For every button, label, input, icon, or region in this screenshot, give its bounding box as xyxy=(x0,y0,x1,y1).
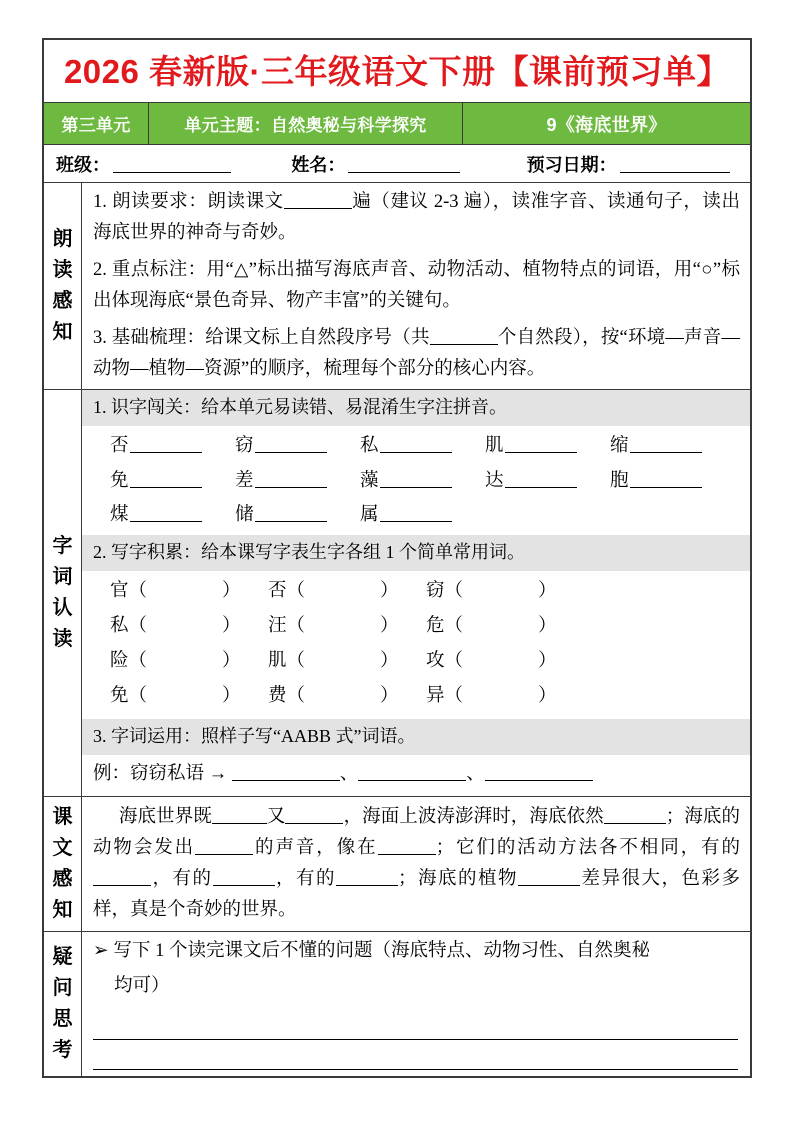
answer-line-1[interactable] xyxy=(93,1010,738,1040)
pinyin-char: 属 xyxy=(360,504,379,525)
pinyin-item[interactable] xyxy=(110,498,235,532)
class-input-line[interactable] xyxy=(113,154,231,172)
section-comprehension xyxy=(44,796,750,931)
pinyin-char: 肌 xyxy=(485,436,504,457)
word-item[interactable] xyxy=(110,679,268,714)
reading-item-2-text: 2. 重点标注：用“△”标出描写海底声音、动物活动、植物特点的词语，用“○”标出体现海底“景色奇异、物产丰富”的关键句。 xyxy=(93,260,740,312)
word-bracket[interactable]: （ ） xyxy=(444,616,557,637)
date-label: 预习日期： xyxy=(526,154,617,175)
aabb-sep: 、 xyxy=(339,764,359,785)
word-bracket[interactable]: （ ） xyxy=(444,686,557,707)
word-bracket[interactable]: （ ） xyxy=(128,616,241,637)
label-char: 词 xyxy=(52,566,73,589)
section-vocabulary xyxy=(44,389,750,795)
cloze-text: 海底世界既 xyxy=(118,806,212,827)
word-char: 危 xyxy=(426,616,445,637)
pinyin-char: 否 xyxy=(110,436,129,457)
pinyin-char: 缩 xyxy=(610,436,629,457)
section-body-reading xyxy=(82,183,750,389)
word-bracket[interactable]: （ ） xyxy=(128,686,241,707)
section-body-question xyxy=(82,932,750,1076)
cloze-blank-3[interactable] xyxy=(604,805,666,824)
pinyin-blank[interactable] xyxy=(255,435,327,454)
cloze-text: 又 xyxy=(266,806,286,827)
word-char: 免 xyxy=(110,686,129,707)
word-bracket[interactable]: （ ） xyxy=(286,651,399,672)
word-bracket[interactable]: （ ） xyxy=(444,651,557,672)
word-char: 险 xyxy=(110,651,129,672)
word-item[interactable] xyxy=(426,644,584,679)
reading-item-1 xyxy=(82,183,750,251)
cloze-text: 的声音，像在 xyxy=(253,837,378,858)
cloze-text: ，海面上波涛澎湃时，海底依然 xyxy=(343,806,604,827)
label-char: 字 xyxy=(52,535,73,558)
pinyin-char: 私 xyxy=(360,436,379,457)
section-body-vocabulary xyxy=(82,390,750,795)
label-char: 问 xyxy=(52,977,73,1000)
word-item[interactable] xyxy=(110,609,268,644)
label-char: 疑 xyxy=(52,946,73,969)
pinyin-char: 达 xyxy=(485,470,504,491)
aabb-blank-2[interactable] xyxy=(358,763,466,782)
section-label-comprehension xyxy=(44,797,82,931)
word-char: 官 xyxy=(110,580,129,601)
comprehension-cloze xyxy=(82,797,750,931)
class-label: 班级： xyxy=(56,154,110,175)
reading-item-3 xyxy=(82,319,750,389)
label-char: 考 xyxy=(52,1039,73,1062)
word-char: 汪 xyxy=(268,616,287,637)
bullet-arrow-icon: ➢ xyxy=(93,941,109,962)
word-char: 否 xyxy=(268,580,287,601)
pinyin-item[interactable] xyxy=(235,429,360,463)
pinyin-blank[interactable] xyxy=(630,435,702,454)
unit-number-cell: 第三单元 xyxy=(44,103,149,144)
word-item[interactable] xyxy=(426,679,584,714)
pinyin-item[interactable] xyxy=(610,429,735,463)
pinyin-char: 差 xyxy=(235,470,254,491)
page-title: 2026 春新版·三年级语文下册【课前预习单】 xyxy=(63,52,731,90)
pinyin-blank[interactable] xyxy=(380,503,452,522)
question-prompt-text: 写下 1 个读完课文后不懂的问题（海底特点、动物习性、自然奥秘 xyxy=(113,941,651,962)
word-bracket[interactable]: （ ） xyxy=(444,580,557,601)
cloze-text: ；它们的活动方法各不相同，有的 xyxy=(435,837,740,858)
reading-blank-times[interactable] xyxy=(284,190,352,209)
label-char: 读 xyxy=(52,259,73,282)
section-label-vocabulary xyxy=(44,390,82,795)
cloze-blank-4[interactable] xyxy=(195,836,253,855)
pinyin-item[interactable] xyxy=(235,464,360,498)
pinyin-blank[interactable] xyxy=(130,435,202,454)
reading-item-2 xyxy=(82,251,750,319)
word-item[interactable] xyxy=(268,644,426,679)
pinyin-blank[interactable] xyxy=(130,469,202,488)
pinyin-item[interactable] xyxy=(360,464,485,498)
student-info-row xyxy=(44,144,750,182)
pinyin-blank[interactable] xyxy=(505,435,577,454)
section-label-reading xyxy=(44,183,82,389)
label-char: 课 xyxy=(52,805,73,828)
pinyin-char: 窃 xyxy=(235,436,254,457)
section-reading xyxy=(44,182,750,389)
pinyin-item[interactable] xyxy=(485,429,610,463)
pinyin-blank[interactable] xyxy=(630,469,702,488)
worksheet-table xyxy=(42,38,752,1078)
unit-theme-cell: 单元主题：自然奥秘与科学探究 xyxy=(149,103,463,144)
word-char: 肌 xyxy=(268,651,287,672)
pinyin-blank[interactable] xyxy=(380,435,452,454)
reading-blank-paragraphs[interactable] xyxy=(430,327,498,346)
cloze-text: ，有的 xyxy=(151,868,213,889)
cloze-blank-9[interactable] xyxy=(518,867,580,886)
date-input-line[interactable] xyxy=(620,154,730,172)
pinyin-item[interactable] xyxy=(360,429,485,463)
pinyin-item[interactable] xyxy=(485,464,610,498)
section-label-question xyxy=(44,932,82,1076)
label-char: 读 xyxy=(52,628,73,651)
vocab-subhead-3: 3. 字词运用：照样子写“AABB 式”词语。 xyxy=(82,719,750,755)
question-prompt-line-1 xyxy=(82,932,750,967)
reading-item-3-pre: 3. 基础梳理：给课文标上自然段序号（共 xyxy=(93,328,430,349)
label-char: 朗 xyxy=(52,228,73,251)
word-item[interactable] xyxy=(268,679,426,714)
pinyin-char: 免 xyxy=(110,470,129,491)
pinyin-char-grid xyxy=(82,426,750,535)
word-bracket[interactable]: （ ） xyxy=(286,616,399,637)
aabb-example-text: 例：窃窃私语 → xyxy=(93,764,228,785)
pinyin-item[interactable] xyxy=(610,464,735,498)
pinyin-blank[interactable] xyxy=(255,503,327,522)
class-field[interactable] xyxy=(44,145,279,182)
word-char: 私 xyxy=(110,616,129,637)
answer-line-2[interactable] xyxy=(93,1040,738,1070)
word-bracket[interactable]: （ ） xyxy=(286,580,399,601)
cloze-text: ，有的 xyxy=(274,868,336,889)
cloze-text: ；海底的动物会发出 xyxy=(93,806,740,858)
word-bracket[interactable]: （ ） xyxy=(128,651,241,672)
label-char: 知 xyxy=(52,321,73,344)
aabb-blank-1[interactable] xyxy=(232,763,340,782)
word-item[interactable] xyxy=(426,609,584,644)
word-item[interactable] xyxy=(110,574,268,609)
vocab-subhead-2: 2. 写字积累：给本课写字表生字各组 1 个简单常用词。 xyxy=(82,535,750,571)
word-item[interactable] xyxy=(268,609,426,644)
pinyin-item[interactable] xyxy=(110,464,235,498)
label-char: 认 xyxy=(52,597,73,620)
label-char: 知 xyxy=(52,898,73,921)
name-label: 姓名： xyxy=(291,154,346,175)
name-input-line[interactable] xyxy=(348,154,460,172)
section-question xyxy=(44,931,750,1076)
pinyin-char: 煤 xyxy=(110,504,129,525)
label-char: 文 xyxy=(52,836,73,859)
word-char: 窃 xyxy=(426,580,445,601)
reading-item-1-pre: 1. 朗读要求：朗读课文 xyxy=(93,192,284,212)
cloze-blank-7[interactable] xyxy=(213,867,275,886)
word-bracket-grid xyxy=(82,571,750,720)
lesson-title-cell: 9《海底世界》 xyxy=(546,114,667,135)
word-bracket[interactable]: （ ） xyxy=(286,686,399,707)
aabb-sep: 、 xyxy=(466,764,485,785)
word-item[interactable] xyxy=(426,574,584,609)
pinyin-item[interactable] xyxy=(235,498,360,532)
cloze-text: ；海底的植物 xyxy=(398,868,518,889)
reading-item-1-post: 遍（建议 2-3 遍），读准字音、读通句子，读出海底世界的神奇与奇妙。 xyxy=(93,192,740,244)
cloze-text: 差异很大，色彩多样，真是个奇妙的世界。 xyxy=(93,868,740,920)
word-char: 异 xyxy=(426,686,445,707)
aabb-example-line xyxy=(82,755,750,795)
cloze-blank-6[interactable] xyxy=(93,867,151,886)
pinyin-blank[interactable] xyxy=(130,503,202,522)
pinyin-item[interactable] xyxy=(110,429,235,463)
section-body-comprehension xyxy=(82,797,750,931)
vocab-subhead-1: 1. 识字闯关：给本单元易读错、易混淆生字注拼音。 xyxy=(82,390,750,426)
reading-item-3-post: 个自然段），按“环境—声音—动物—植物—资源”的顺序，梳理每个部分的核心内容。 xyxy=(93,328,740,380)
cloze-blank-2[interactable] xyxy=(285,805,343,824)
name-field[interactable] xyxy=(279,145,514,182)
pinyin-char: 储 xyxy=(235,504,254,525)
pinyin-blank[interactable] xyxy=(505,469,577,488)
word-item[interactable] xyxy=(110,644,268,679)
date-field[interactable] xyxy=(515,145,750,182)
word-char: 攻 xyxy=(426,651,445,672)
pinyin-char: 藻 xyxy=(360,470,379,491)
answer-write-area[interactable] xyxy=(82,1002,750,1076)
cloze-blank-1[interactable] xyxy=(212,805,267,824)
pinyin-char: 胞 xyxy=(610,470,629,491)
title-row xyxy=(44,40,750,102)
aabb-blank-3[interactable] xyxy=(485,763,593,782)
pinyin-item[interactable] xyxy=(360,498,485,532)
word-char: 费 xyxy=(268,686,287,707)
label-char: 感 xyxy=(52,290,73,313)
label-char: 思 xyxy=(52,1008,73,1031)
unit-band-row xyxy=(44,102,750,144)
word-item[interactable] xyxy=(268,574,426,609)
cloze-blank-5[interactable] xyxy=(378,836,436,855)
pinyin-blank[interactable] xyxy=(380,469,452,488)
cloze-blank-8[interactable] xyxy=(336,867,398,886)
word-bracket[interactable]: （ ） xyxy=(128,580,241,601)
question-prompt-line-2: 均可） xyxy=(114,976,170,997)
label-char: 感 xyxy=(52,867,73,890)
pinyin-blank[interactable] xyxy=(255,469,327,488)
